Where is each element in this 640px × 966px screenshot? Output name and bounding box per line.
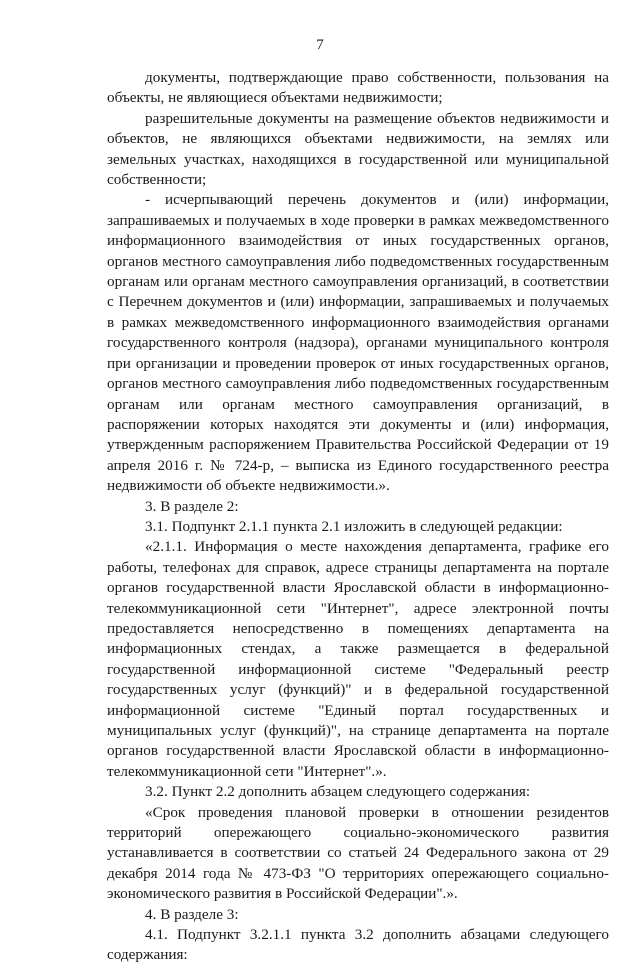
paragraph: 3. В разделе 2: (145, 497, 239, 515)
paragraph: 4.1. Подпункт 3.2.1.1 пункта 3.2 дополнить абзацами следующего содержания: (107, 926, 609, 964)
paragraph: разрешительные документы на размещение объектов недвижимости и объектов, не являющихся объектами недвижимости, на землях или земельных участках, находящихся в государственной или муниципальной собственности; (107, 109, 609, 189)
paragraph: 3.1. Подпункт 2.1.1 пункта 2.1 изложить в следующей редакции: (145, 517, 563, 535)
paragraph: 4. В разделе 3: (145, 905, 239, 923)
paragraph: «2.1.1. Информация о месте нахождения департамента, графике его работы, телефонах для справок, адресе страницы департамента на портале органов государственной власти Ярославской области в информационно-телекоммуникационной сети "Интернет", адресе электронной почты предоставляется непосредственно в помещениях департамента на информационных стендах, а также размещается в федеральной государственной информационной системе "Федеральный реестр государственных услуг (функций)" и в федеральной государственной информационной системе "Единый портал государственных и муниципальных услуг (функций)", на странице департамента на портале органов государственной власти Ярославской области в информационно-телекоммуникационной сети "Интернет".». (107, 538, 609, 780)
paragraph: - исчерпывающий перечень документов и (или) информации, запрашиваемых и получаемых в ходе проверки в рамках межведомственного информационного взаимодействия от иных государственных органов, органов местного самоуправления либо подведомственных государственным органам или органам местного самоуправления организаций, в соответствии с Перечнем документов и (или) информации, запрашиваемых и получаемых в рамках межведомственного информационного взаимодействия органами государственного контроля (надзора), органами муниципального контроля при организации и проведении проверок от иных государственных органов, органов местного самоуправления либо подведомственных государственным органам или органам местного самоуправления организаций, в распоряжении которых находятся эти документы и (или) информация, утвержденным распоряжением Правительства Российской Федерации от 19 апреля 2016 г. № 724-р, – выписка из Единого государственного реестра недвижимости об объекте недвижимости.». (107, 191, 609, 495)
page-number: 7 (316, 37, 324, 53)
paragraph: «Срок проведения плановой проверки в отношении резидентов территорий опережающего социально-экономического развития устанавливается в соответствии со статьей 24 Федерального закона от 29 декабря 2014 года № 473-ФЗ "О территориях опережающего социально-экономического развития в Российской Федерации".». (107, 803, 609, 903)
paragraph: 3.2. Пункт 2.2 дополнить абзацем следующего содержания: (145, 783, 531, 801)
document-body (107, 68, 609, 966)
paragraph: документы, подтверждающие право собственности, пользования на объекты, не являющиеся объектами недвижимости; (107, 69, 609, 107)
